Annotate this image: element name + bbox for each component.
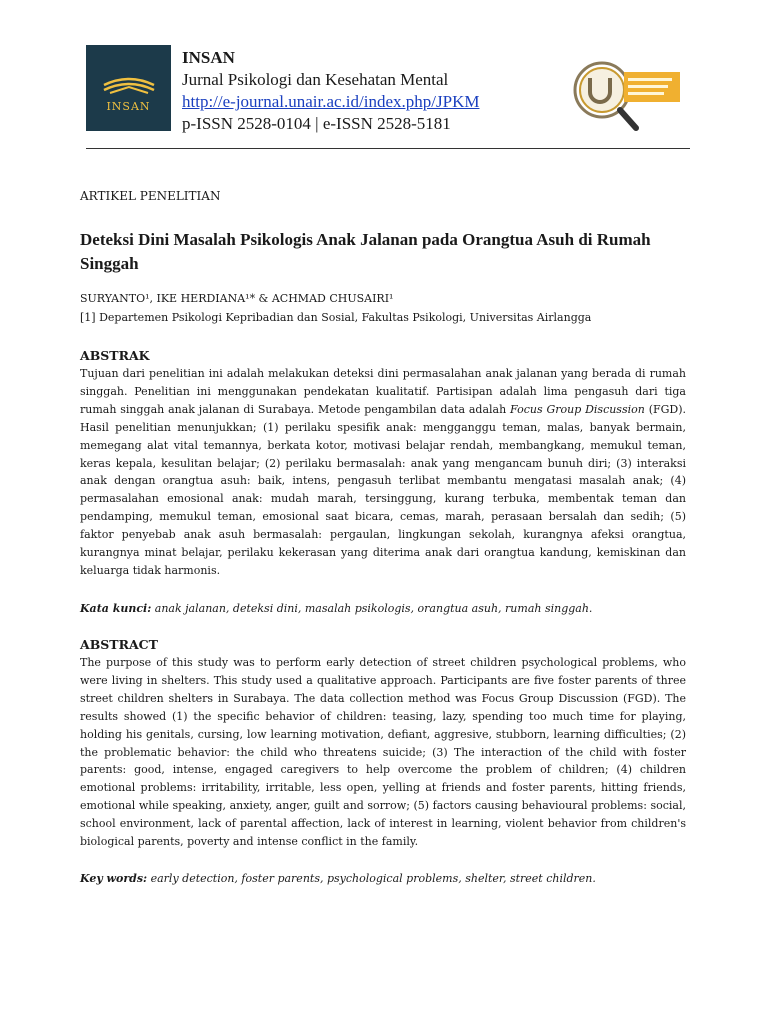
abstract-text: The purpose of this study was to perform early detection of street children psychological problems, who were living in shelters. This study used a qualitative approach. Participants are five foster parents of three street children shelters in Surabaya. The data collection method was Focus Group Discussion (FGD). The results showed (1) the specific behavior of children: teasing, lazy, spending too much time for playing, holding his genitals, cursing, low learning motivation, defiant, aggresive, stubborn, learning difficulties; (2) the problematic behavior: the child who threatens suicide; (3) The interaction of the child with foster parents: good, intense, engaged caregivers to help overcome the problem of children; (4) children emotional problems: irritability, irritable, less open, yelling at friends and foster parents, hitting friends, emotional while speaking, anxiety, anger, guilt and sorrow; (5) factors causing behavioural problems: social, school environment, lack of parental affection, lack of interest in learning, violent behavior from children's biological parents, poverty and intense conflict in the family. [80, 656, 686, 849]
key-words-text: early detection, foster parents, psychological problems, shelter, street children. [150, 872, 596, 885]
kata-kunci-label: Kata kunci: [80, 602, 152, 615]
abstract-heading: ABSTRACT [80, 637, 158, 652]
authors: SURYANTO¹, IKE HERDIANA¹* & ACHMAD CHUSAIRI¹ [80, 292, 394, 305]
abstrak-text-after: (FGD). Hasil penelitian menunjukkan; (1) perilaku spesifik anak: mengganggu teman, malas, banyak bermain, memegang alat vital temannya, berkata kotor, motivasi belajar rendah, membangkang, memukul teman, keras kepala, kesulitan belajar; (2) perilaku bermasalah: anak yang mengancam bunuh diri; (3) interaksi anak dengan orangtua asuh: baik, intens, pengasuh terlibat membantu mengatasi masalah anak; (4) permasalahan emosional anak: mudah marah, tersinggung, kurang terbuka, membentak teman dan pendamping, memukul teman, emosional saat bicara, cemas, marah, perasaan bersalah dan sedih; (5) faktor penyebab anak asuh bermasalah: pergaulan, lingkungan sekolah, kurangnya afeksi orangtua, kurangnya minat belajar, perilaku kekerasan yang diterima anak dari orangtua kandung, kemiskinan dan keluarga tidak harmonis. [80, 402, 687, 577]
abstrak-text [80, 365, 686, 580]
issn: p-ISSN 2528-0104 | e-ISSN 2528-5181 [182, 114, 451, 133]
insan-logo [86, 45, 171, 131]
journal-info [182, 47, 479, 135]
header-divider [86, 148, 690, 149]
journal-name: INSAN [182, 48, 235, 67]
journal-url-link[interactable]: http://e-journal.unair.ac.id/index.php/JPKM [182, 92, 480, 111]
affiliation: [1] Departemen Psikologi Kepribadian dan Sosial, Fakultas Psikologi, Universitas Airlangga [80, 311, 592, 324]
article-title: Deteksi Dini Masalah Psikologis Anak Jalanan pada Orangtua Asuh di Rumah Singgah [80, 230, 651, 273]
unair-press-logo [566, 58, 681, 138]
abstrak-heading: ABSTRAK [80, 348, 150, 363]
open-book-icon [100, 67, 158, 97]
key-words-label: Key words: [80, 872, 148, 885]
article-type: ARTIKEL PENELITIAN [80, 189, 221, 203]
journal-full-name: Jurnal Psikologi dan Kesehatan Mental [182, 70, 449, 89]
key-words [80, 872, 596, 885]
abstrak-text-italic: Focus Group Discussion [510, 402, 645, 416]
kata-kunci-text: anak jalanan, deteksi dini, masalah psikologis, orangtua asuh, rumah singgah. [154, 602, 593, 615]
logo-text: INSAN [106, 100, 151, 113]
kata-kunci [80, 602, 592, 615]
abstrak-text-before: Tujuan dari penelitian ini adalah melakukan deteksi dini permasalahan anak jalanan yang berada di rumah singgah. Penelitian ini menggunakan pendekatan kualitatif. Partisipan adalah lima pengasuh dari tiga rumah singgah anak jalanan di Surabaya. Metode pengambilan data adalah [80, 367, 686, 416]
